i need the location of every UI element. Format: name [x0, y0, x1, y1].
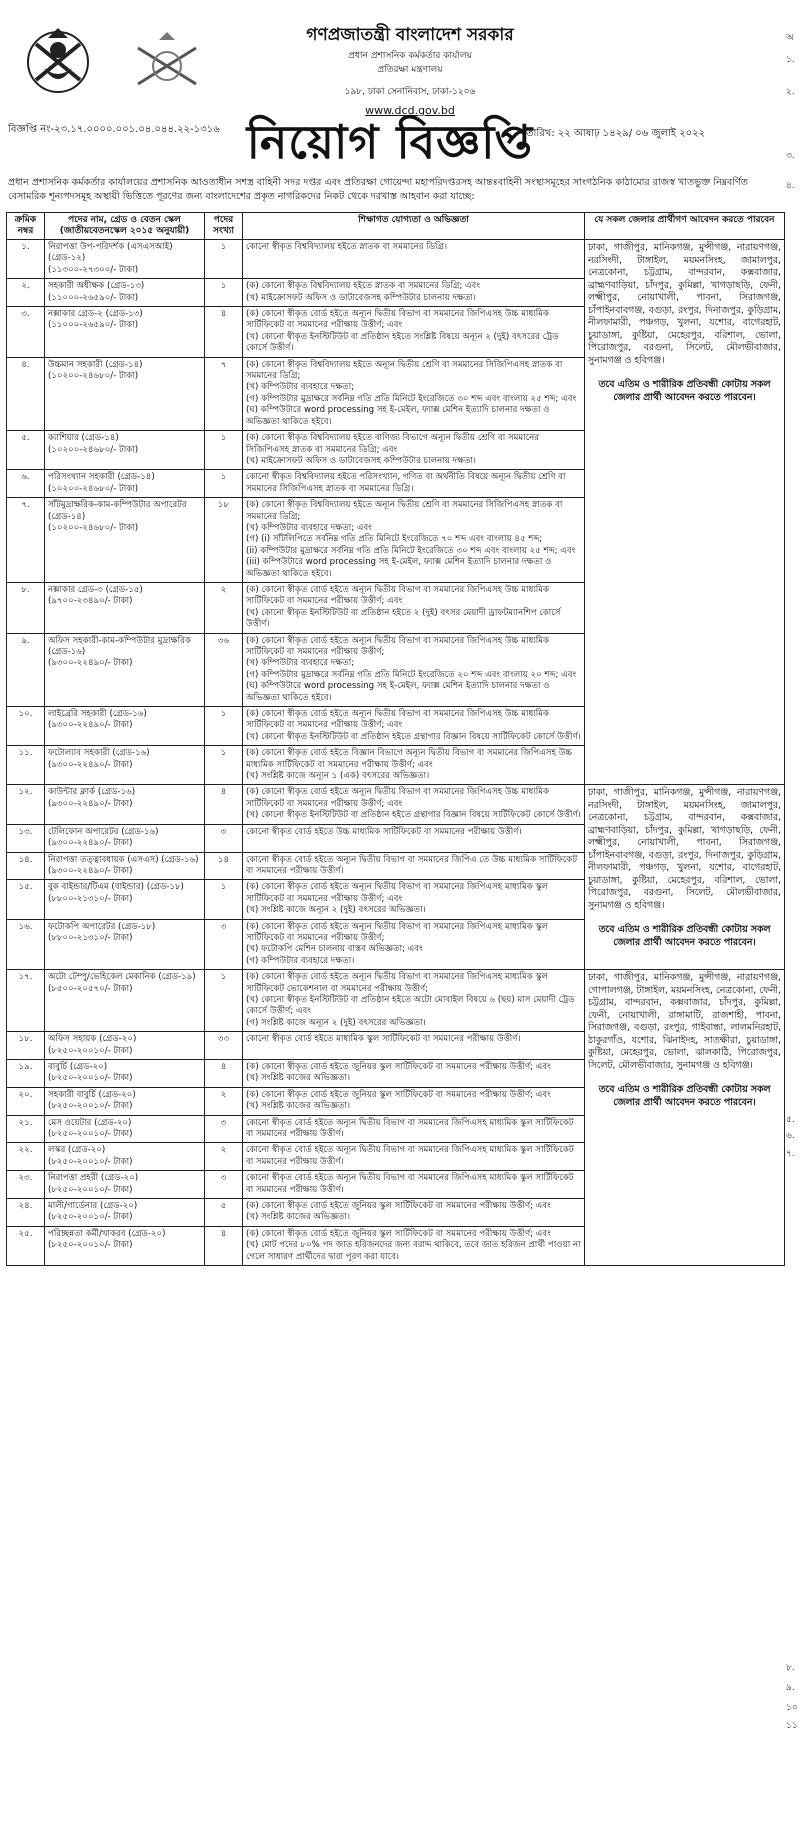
post-count: ৪ — [205, 1060, 243, 1088]
row-qualification — [243, 919, 585, 970]
crest-icon — [128, 30, 206, 100]
qualification-line: (খ) ফটোকপি মেশিন চালনায় বাস্তব অভিজ্ঞতা; এবং — [246, 944, 423, 955]
pay-scale: (৯৩০০-২২৪৯০/- টাকা) — [48, 658, 133, 669]
post-name: নিরাপত্তা উপ-পরিদর্শক (এসএসআই) (গ্রেড-১২) — [48, 242, 173, 264]
row-post — [45, 1087, 205, 1115]
row-qualification — [243, 707, 585, 746]
post-count: ১ — [205, 746, 243, 785]
row-serial: ২. — [7, 279, 45, 307]
right-margin-fragment — [786, 0, 800, 1827]
post-name: ফটোল্যাব সহকারী (গ্রেড-১৬) — [48, 748, 150, 759]
qualification-line: (ক) কোনো স্বীকৃত বোর্ড হইতে অন্যূন দ্বিতীয় বিভাগ বা সমমানের জিপিএসহ মাধ্যমিক স্কুল সার্টিফিকেট বা সমমানের পরীক্ষায় উত্তীর্ণ; — [246, 921, 549, 943]
post-count: ১ — [205, 970, 243, 1032]
row-post — [45, 746, 205, 785]
pay-scale: (৮২৫০-২০০১০/- টাকা) — [48, 1101, 133, 1112]
intro-paragraph: প্রধান প্রশাসনিক কর্মকর্তার কার্যালয়ের প্রশাসনিক আওতাধীন সশস্ত্র বাহিনী সদর দপ্তর এবং প্রতিরক্ষা গোয়েন্দা মহাপরিদপ্তরসহ আন্তঃবাহিনী সংস্থাসমূহের সাংগঠনিক কাঠামোর রাজস্ব খাতভুক্ত নিম্নবর্ণিত বেসামরিক শূন্যপদসমূহ অস্থায়ী ভিত্তিতে পূরণের জন্য বাংলাদেশের প্রকৃত নাগরিকদের নিকট থেকে দরখাস্ত আহবান করা যাচ্ছে: — [8, 177, 748, 202]
post-count: ২ — [205, 1143, 243, 1171]
qualification-line: (ক) কোনো স্বীকৃত বোর্ড হইতে অন্যূন দ্বিতীয় বিভাগ বা সমমানের জিপিএসহ মাধ্যমিক স্কুল সার্টিফিকেট ভোকেশনাল বা সমমানের পরীক্ষায় উত্তীর্ণ; — [246, 972, 549, 994]
notice-date: তারিখ: ২২ আষাঢ় ১৪২৯/ ০৬ জুলাই ২০২২ — [526, 128, 706, 139]
post-count: ২ — [205, 1087, 243, 1115]
qualification-line: (ক) কোনো স্বীকৃত বোর্ড হইতে অন্যূন দ্বিতীয় বিভাগ বা সমমানের জিপিএসহ উচ্চ মাধ্যমিক সার্টিফিকেট বা সমমানের পরীক্ষায় উত্তীর্ণ; এবং — [246, 584, 550, 607]
row-serial: ১৪. — [7, 852, 45, 880]
post-name: লাইব্রেরি সহকারী (গ্রেড-১৬) — [48, 709, 147, 720]
post-name: লস্কর (গ্রেড-২০) — [48, 1145, 106, 1156]
pay-scale: (৮২৫০-২০০১০/- টাকা) — [48, 1184, 133, 1195]
qualification-line: কোনো স্বীকৃত বোর্ড হইতে উচ্চ মাধ্যমিক সার্টিফিকেট বা সমমানের পরীক্ষায় উত্তীর্ণ। — [246, 826, 522, 837]
qualification-line: কোনো স্বীকৃত বোর্ড হইতে অন্যূন দ্বিতীয় বিভাগ বা সমমানের জিপিএসহ মাধ্যমিক স্কুল সার্টিফিকেট বা সমমানের পরীক্ষায় উত্তীর্ণ। — [246, 1145, 574, 1167]
row-post — [45, 919, 205, 970]
row-qualification — [243, 240, 585, 279]
post-name: বাবুর্চি (গ্রেড-২০) — [48, 1062, 108, 1072]
margin-mark: ১০ — [786, 1703, 798, 1713]
post-name: মেস ওয়েটার (গ্রেড-২০) — [48, 1117, 132, 1128]
row-post — [45, 279, 205, 307]
post-name: অফিস সহায়ক (গ্রেড-২০) — [48, 1034, 137, 1045]
row-qualification — [243, 824, 585, 852]
row-post — [45, 357, 205, 430]
post-name: অটো টেম্পু/ভেহিকেল মেকানিক (গ্রেড-১৯) (৮৫০০-২০৫৭০/- টাকা) — [48, 972, 196, 994]
row-post — [45, 1226, 205, 1265]
pay-scale: (৯৩০০-২২৪৯০/- টাকা) — [48, 865, 133, 876]
qualification-line: (iii) কম্পিউটারে word processing সহ ই-মেইল, ফ্যাক্স মেশিন ইত্যাদি চালনার দক্ষতা ও অভিজ্ঞতা থাকিতে হইবে। — [246, 557, 552, 579]
post-count: ৩ — [205, 1115, 243, 1143]
margin-mark: ১১ — [786, 1721, 798, 1731]
qualification-line: (ঘ) কম্পিউটারে word processing সহ ই-মেইল, ফ্যাক্স মেশিন ইত্যাদি চালনার দক্ষতা ও অভিজ্ঞতা থাকিতে হইবে। — [246, 405, 550, 427]
row-serial: ৫. — [7, 431, 45, 470]
row-serial: ১. — [7, 240, 45, 279]
row-post — [45, 498, 205, 583]
qualification-line: (ক) কোনো স্বীকৃত বিশ্ববিদ্যালয় হইতে স্নাতক বা সমমানের ডিগ্রি; এবং — [246, 281, 481, 292]
post-name: টেলিফোন অপারেটর (গ্রেড-১৬) — [48, 826, 159, 837]
qualification-line: (গ) (i) সাঁটলিপিতে সর্বনিম্ন গতি প্রতি মিনিটে ইংরেজিতে ৭০ শব্দ এবং বাংলায় ৪৫ শব্দ; — [246, 534, 543, 545]
qualification-line: (খ) কোনো স্বীকৃত ইনস্টিটিউট বা প্রতিষ্ঠান হইতে সংশ্লিষ্ট বিষয়ে অন্যূন ২ (দুই) বৎসরের ট্রেড কোর্সে উত্তীর্ণ। — [246, 331, 559, 354]
qualification-line: (গ) কম্পিউটার মুদ্রাক্ষরে সর্বনিম্ন গতি প্রতি মিনিটে ইংরেজিতে ৩০ শব্দ এবং বাংলায় ২৫ শব্দ; এবং — [246, 393, 577, 404]
margin-mark: ৪. — [786, 181, 795, 191]
row-qualification — [243, 1060, 585, 1088]
qualification-line: (গ) সংশ্লিষ্ট কাজে অন্যূন ২ (দুই) বৎসরের অভিজ্ঞতা। — [246, 1017, 426, 1028]
district-names: ঢাকা, গাজীপুর, মানিকগঞ্জ, মুন্সীগঞ্জ, নারায়ণগঞ্জ, নরসিংদী, টাঙ্গাইল, ময়মনসিংহ, জামালপুর, নেত্রকোনা, চট্টগ্রাম, বান্দরবান, কক্সবাজার, ব্রাহ্মণবাড়িয়া, চাঁদপুর, কুমিল্লা, খাগড়াছড়ি, ফেনী, লক্ষ্মীপুর, নোয়াখালী, পাবনা, সিরাজগঞ্জ, চাঁপাইনবাবগঞ্জ, বগুড়া, রংপুর, দিনাজপুর, কুড়িগ্রাম, নীলফামারী, পঞ্চগড়, খুলনা, যশোর, বাগেরহাট, চুয়াডাঙ্গা, কুষ্টিয়া, মেহেরপুর, বরিশাল, ভোলা, পিরোজপুর, বরগুনা, সিলেট, মৌলভীবাজার, সুনামগঞ্জ ও হবিগঞ্জ। — [588, 787, 781, 911]
row-post — [45, 852, 205, 880]
post-name: নক্সাকার গ্রেড-২ (গ্রেড-১৩) — [48, 309, 143, 320]
row-qualification — [243, 1087, 585, 1115]
post-count: ৫ — [205, 1199, 243, 1227]
row-post — [45, 307, 205, 358]
qualification-line: (খ) কোনো স্বীকৃত ইনস্টিটিউট বা প্রতিষ্ঠান হইতে অটো মোবাইল বিষয়ে ৬ (ছয়) মাস মেয়াদী ট্রেড কোর্সে উত্তীর্ণ; এবং — [246, 994, 575, 1017]
margin-mark: ৬. — [786, 1131, 795, 1141]
qualification-line: কোনো স্বীকৃত বোর্ড হইতে অন্যূন দ্বিতীয় বিভাগ বা সমমানের জিপিএসহ মাধ্যমিক স্কুল সার্টিফিকেট বা সমমানের পরীক্ষায় উত্তীর্ণ। — [246, 1117, 574, 1140]
row-serial: ১৯. — [7, 1060, 45, 1088]
district-list — [585, 785, 785, 970]
header-post: পদের নাম, গ্রেড ও বেতন স্কেল (জাতীয়বেতনস্কেল ২০১৫ অনুযায়ী) — [45, 213, 205, 240]
qualification-line: কোনো স্বীকৃত বোর্ড হইতে মাধ্যমিক স্কুল সার্টিফিকেট বা সমমানের পরীক্ষায় উত্তীর্ণ। — [246, 1034, 521, 1045]
qualification-line: (খ) সংশ্লিষ্ট কাজের অভিজ্ঞতা। — [246, 1101, 351, 1112]
post-name: ক্যাশিয়ার (গ্রেড-১৪) — [48, 433, 119, 444]
post-count: ৭ — [205, 357, 243, 430]
qualification-line: (খ) মোট পদের ৮০% পদ জাত হরিজনদের জন্য বরাদ্দ থাকিবে, তবে জাত হরিজন প্রার্থী পাওয়া না গেলে সাধারণ প্রার্থীদের দ্বারা পূরণ করা যাবে। — [246, 1240, 581, 1262]
qualification-line: কোনো স্বীকৃত বিশ্ববিদ্যালয় হইতে স্নাতক বা সমমানের ডিগ্রি। — [246, 242, 448, 252]
row-qualification — [243, 970, 585, 1032]
post-name: মালী/গার্ডেনার (গ্রেড-২০) — [48, 1201, 138, 1212]
post-name: সহকারী অধীক্ষক (গ্রেড-১৩) — [48, 281, 145, 292]
district-list — [585, 970, 785, 1266]
qualification-line: (ক) কোনো স্বীকৃত বোর্ড হইতে জুনিয়র স্কুল সার্টিফিকেট বা সমমানের পরীক্ষায় উত্তীর্ণ; এবং — [246, 1089, 551, 1100]
qualification-line: (খ) মাইক্রোসফট অফিস ও ডাটাবেজসহ কম্পিউটার চালনায় দক্ষতা। — [246, 292, 476, 303]
qualification-line: (গ) কম্পিউটার ব্যবহারে দক্ষতা। — [246, 955, 355, 966]
row-post — [45, 582, 205, 633]
post-count: ১ — [205, 431, 243, 470]
district-names: ঢাকা, গাজীপুর, মানিকগঞ্জ, মুন্সীগঞ্জ, নারায়ণগঞ্জ, গোপালগঞ্জ, টাঙ্গাইল, ময়মনসিংহ, নেত্রকোনা, ফেনী, চট্টগ্রাম, বান্দরবান, কক্সবাজার, চাঁদপুর, কুমিল্লা, ফেনী, নোয়াখালী, রাঙ্গামাটি, রাজশাহী, পাবনা, সিরাজগঞ্জ, বগুড়া, রংপুর, গাইবান্ধা, লালমনিরহাট, ঠাকুরগাঁও, যশোর, ঝিনাইদহ, সাতক্ষীরা, চুয়াডাঙ্গা, কুষ্টিয়া, মেহেরপুর, ভোলা, ঝালকাঠি, পিরোজপুর, সিলেট, মৌলভীবাজার, সুনামগঞ্জ ও হবিগঞ্জ। — [588, 972, 781, 1071]
post-name: অফিস সহকারী-কাম-কম্পিউটার মুদ্রাক্ষরিক (গ্রেড-১৬) — [48, 635, 191, 657]
post-count: ৩ — [205, 824, 243, 852]
row-serial: ২৩. — [7, 1171, 45, 1199]
row-serial: ২০. — [7, 1087, 45, 1115]
qualification-line: (ক) কোনো স্বীকৃত বিশ্ববিদ্যালয় হইতে অন্যূন দ্বিতীয় শ্রেণি বা সমমানের সিজিপিএসহ স্নাতক বা সমমানের ডিগ্রি; — [246, 359, 563, 382]
row-qualification — [243, 746, 585, 785]
row-qualification — [243, 307, 585, 358]
qualification-line: (ক) কোনো স্বীকৃত বোর্ড হইতে জুনিয়র স্কুল সার্টিফিকেট বা সমমানের পরীক্ষায় উত্তীর্ণ; এবং — [246, 1062, 551, 1072]
pay-scale: (৯৭০০-২৩৪৯০/- টাকা) — [48, 596, 133, 607]
qualification-line: (খ) সংশ্লিষ্ট কাজের অভিজ্ঞতা। — [246, 1212, 351, 1223]
post-name: বুক বাইন্ডার/টিএম (বাইন্ডার) (গ্রেড-১৮) — [48, 882, 184, 893]
qualification-line: (খ) মাইক্রোসফট অফিস ও ডাটাবেজসহ কম্পিউটার চালনায় দক্ষতা। — [246, 455, 476, 466]
row-post — [45, 1060, 205, 1088]
post-count: ১৪ — [205, 852, 243, 880]
qualification-line: (ক) কোনো স্বীকৃত বিশ্ববিদ্যালয় হইতে অন্যূন দ্বিতীয় শ্রেণি বা সমমানের সিজিপিএসহ স্নাতক বা সমমানের ডিগ্রি; — [246, 500, 563, 522]
post-name: পরিসংখ্যান সহকারী (গ্রেড-১৪) — [48, 472, 155, 483]
row-qualification — [243, 1115, 585, 1143]
margin-mark: ২. — [786, 87, 795, 97]
pay-scale: (৯৩০০-২২৪৯০/- টাকা) — [48, 720, 133, 731]
qualification-line: (ক) কোনো স্বীকৃত বোর্ড হইতে জুনিয়র স্কুল সার্টিফিকেট বা সমমানের পরীক্ষায় উত্তীর্ণ; এবং — [246, 1228, 551, 1239]
post-count: ১ — [205, 240, 243, 279]
qualification-line: কোনো স্বীকৃত বোর্ড হইতে অন্যূন দ্বিতীয় বিভাগ বা সমমানের জিপিএসহ মাধ্যমিক স্কুল সার্টিফিকেট বা সমমানের পরীক্ষায় উত্তীর্ণ। — [246, 1173, 574, 1195]
post-name: নিরাপত্তা তত্ত্বাবধায়ক (এসএস) (গ্রেড-১৬) — [48, 854, 199, 865]
row-qualification — [243, 1143, 585, 1171]
post-count: ১ — [205, 880, 243, 919]
district-list — [585, 240, 785, 785]
office-address: ১৯৮, ঢাকা সেনানিবাস, ঢাকা-১২০৬ — [344, 87, 476, 97]
qualification-line: (গ) কম্পিউটার মুদ্রাক্ষরে সর্বনিম্ন গতি প্রতি মিনিটে ইংরেজিতে ২০ শব্দ এবং বাংলায় ২০ শব্দ; এবং — [246, 669, 577, 680]
row-qualification — [243, 279, 585, 307]
row-qualification — [243, 431, 585, 470]
header-count: পদের সংখ্যা — [205, 213, 243, 240]
pay-scale: (১১০০০-২৬৫৯০/- টাকা) — [48, 292, 139, 303]
table-row — [7, 785, 785, 824]
pay-scale: (৮২৫০-২০০১০/- টাকা) — [48, 1073, 133, 1084]
table-row — [7, 970, 785, 1032]
qualification-line: (ক) কোনো স্বীকৃত বোর্ড হইতে অন্যূন দ্বিতীয় বিভাগ বা সমমানের জিপিএসহ মাধ্যমিক স্কুল সার্টিফিকেট বা সমমানের পরীক্ষায় উত্তীর্ণ; এবং — [246, 882, 549, 904]
row-post — [45, 470, 205, 498]
post-count: ৩ — [205, 1171, 243, 1199]
post-count: ৩৬ — [205, 633, 243, 706]
vacancy-table — [6, 212, 785, 1266]
margin-mark: অ — [786, 33, 794, 43]
pay-scale: (৮২৫০-২০০১০/- টাকা) — [48, 1240, 133, 1251]
row-qualification — [243, 498, 585, 583]
post-count: ১ — [205, 707, 243, 746]
row-qualification — [243, 1226, 585, 1265]
qualification-line: (ক) কোনো স্বীকৃত বোর্ড হইতে অন্যূন দ্বিতীয় বিভাগ বা সমমানের জিপিএসহ উচ্চ মাধ্যমিক সার্টিফিকেট বা সমমানের পরীক্ষায় উত্তীর্ণ; এবং — [246, 787, 550, 809]
row-serial: ৭. — [7, 498, 45, 583]
row-qualification — [243, 852, 585, 880]
row-post — [45, 1032, 205, 1060]
row-qualification — [243, 1032, 585, 1060]
margin-mark: ৮. — [786, 1663, 795, 1673]
post-count: ৩ — [205, 919, 243, 970]
qualification-line: (খ) কোনো স্বীকৃত ইনস্টিটিউট বা প্রতিষ্ঠান হইতে গ্রন্থাগার বিজ্ঞান বিষয়ে সার্টিফিকেট কোর্সে উত্তীর্ণ। — [246, 810, 581, 821]
row-post — [45, 1199, 205, 1227]
pay-scale: (৮২৫০-২০০১০/- টাকা) — [48, 1129, 133, 1140]
post-name: পরিচ্ছন্নতা কর্মী/খাকরব (গ্রেড-২০) — [48, 1228, 166, 1239]
qualification-line: (খ) কোনো স্বীকৃত ইনস্টিটিউট বা প্রতিষ্ঠান হইতে গ্রন্থাগার বিজ্ঞান বিষয়ে সার্টিফিকেট কোর্সে উত্তীর্ণ। — [246, 731, 581, 742]
ministry-name: প্রতিরক্ষা মন্ত্রণালয় — [377, 65, 443, 75]
row-serial: ১১. — [7, 746, 45, 785]
post-count: ১ — [205, 470, 243, 498]
row-serial: ৪. — [7, 357, 45, 430]
pay-scale: (১০২০০-২৪৬৮০/- টাকা) — [48, 522, 139, 533]
margin-mark: ৯. — [786, 1683, 795, 1693]
pay-scale: (৯৩০০-২২৪৯০/- টাকা) — [48, 759, 133, 770]
row-qualification — [243, 633, 585, 706]
post-name: উচ্চমান সহকারী (গ্রেড-১৪) — [48, 359, 143, 370]
website-link[interactable]: www.dcd.gov.bd — [365, 104, 455, 117]
qualification-line: (খ) সংশ্লিষ্ট কাজে অন্যূন ১ (এক) বৎসরের অভিজ্ঞতা। — [246, 771, 430, 782]
row-post — [45, 707, 205, 746]
row-post — [45, 240, 205, 279]
margin-mark: ১. — [786, 55, 795, 65]
row-serial: ৬. — [7, 470, 45, 498]
post-name: কাউন্টার ক্লার্ক (গ্রেড-১৬) — [48, 787, 136, 798]
row-post — [45, 633, 205, 706]
row-qualification — [243, 357, 585, 430]
pay-scale: (৮২৫০-২০০১০/- টাকা) — [48, 1156, 133, 1167]
pay-scale: (৮২৫০-২০০১০/- টাকা) — [48, 1045, 133, 1056]
qualification-line: (ক) কোনো স্বীকৃত বোর্ড হইতে জুনিয়র স্কুল সার্টিফিকেট বা সমমানের পরীক্ষায় উত্তীর্ণ; এবং — [246, 1201, 551, 1212]
post-count: ৪ — [205, 785, 243, 824]
header-serial: ক্রমিক নম্বর — [7, 213, 45, 240]
row-qualification — [243, 1199, 585, 1227]
row-serial: ১৫. — [7, 880, 45, 919]
pay-scale: (১০২০০-২৪৬৮০/- টাকা) — [48, 444, 139, 455]
pay-scale: (৯৩০০-২২৪৯০/- টাকা) — [48, 798, 133, 809]
table-header-row — [7, 213, 785, 240]
header-districts: যে সকল জেলার প্রার্থীগণ আবেদন করতে পারবেন — [585, 213, 785, 240]
pay-scale: (৮২৫০-২০০১০/- টাকা) — [48, 1212, 133, 1223]
qualification-line: (খ) সংশ্লিষ্ট কাজের অভিজ্ঞতা। — [246, 1073, 351, 1084]
pay-scale: (৮৮০০-২১৩১০/- টাকা) — [48, 932, 133, 943]
post-count: ১৮ — [205, 498, 243, 583]
post-name: নক্সাকার গ্রেড-৩ (গ্রেড-১৫) — [48, 584, 143, 595]
row-qualification — [243, 1171, 585, 1199]
pay-scale: (১১০০০-২৬৫৯০/- টাকা) — [48, 320, 139, 331]
armed-forces-emblem-icon — [18, 24, 98, 100]
row-serial: ৯. — [7, 633, 45, 706]
row-serial: ১০. — [7, 707, 45, 746]
qualification-line: (ক) কোনো স্বীকৃত বোর্ড হইতে অন্যূন দ্বিতীয় বিভাগ বা সমমানের জিপিএসহ উচ্চ মাধ্যমিক সার্টিফিকেট বা সমমানের পরীক্ষায় উত্তীর্ণ; — [246, 635, 550, 657]
qualification-line: কোনো স্বীকৃত বিশ্ববিদ্যালয় হইতে পরিসংখ্যান, গণিত বা অর্থনীতি বিষয়ে অন্যূন দ্বিতীয় শ্রেণি বা সমমানের সিজিপিএসহ স্নাতক বা সমমানের ডিগ্রি। — [246, 472, 566, 494]
row-post — [45, 824, 205, 852]
quota-note: তবে এতিম ও শারীরিক প্রতিবন্ধী কোটায় সকল জেলার প্রার্থী আবেদন করতে পারবেন। — [598, 1084, 771, 1108]
qualification-line: (ঘ) কম্পিউটারে word processing সহ ই-মেইল, ফ্যাক্স মেশিন ইত্যাদি চালনার দক্ষতা ও অভিজ্ঞতা থাকিতে হইবে। — [246, 681, 550, 703]
row-qualification — [243, 470, 585, 498]
post-name: সহকারী বাবুর্চি (গ্রেড-২০) — [48, 1089, 136, 1100]
row-post — [45, 880, 205, 919]
qualification-line: (খ) সংশ্লিষ্ট কাজে অন্যূন ২ (দুই) বৎসরের অভিজ্ঞতা। — [246, 905, 426, 916]
pay-scale: (৯৩০০-২২৪৯০/- টাকা) — [48, 838, 133, 849]
post-count: ১ — [205, 279, 243, 307]
pay-scale: (১১৩০০-২৭৩০০/- টাকা) — [48, 264, 139, 275]
table-row — [7, 240, 785, 279]
post-count: ৩৩ — [205, 1032, 243, 1060]
margin-mark: ৩. — [786, 151, 795, 161]
qualification-line: (খ) কোনো স্বীকৃত ইনস্টিটিউট বা প্রতিষ্ঠান হইতে ২ (দুই) বৎসর মেয়াদী ড্রাফটম্যানশিপ কোর্সে উত্তীর্ণ। — [246, 607, 561, 630]
qualification-line: (ক) কোনো স্বীকৃত বিশ্ববিদ্যালয় হইতে বাণিজ্য বিভাগে অন্যূন দ্বিতীয় শ্রেণি বা সমমানের সিজিপিএসহ স্নাতক বা সমমানের ডিগ্রি; এবং — [246, 433, 539, 455]
row-qualification — [243, 785, 585, 824]
pay-scale: (৮৮০০-২১৩১০/- টাকা) — [48, 893, 133, 904]
row-post — [45, 1171, 205, 1199]
row-post — [45, 1143, 205, 1171]
post-count: ২ — [205, 582, 243, 633]
row-serial: ৩. — [7, 307, 45, 358]
government-title: গণপ্রজাতন্ত্রী বাংলাদেশ সরকার — [306, 25, 514, 45]
qualification-line: (ক) কোনো স্বীকৃত বোর্ড হইতে অন্যূন দ্বিতীয় বিভাগ বা সমমানের জিপিএসহ উচ্চ মাধ্যমিক সার্টিফিকেট বা সমমানের পরীক্ষায় উত্তীর্ণ; এবং — [246, 309, 550, 331]
row-qualification — [243, 582, 585, 633]
quota-note: তবে এতিম ও শারীরিক প্রতিবন্ধী কোটায় সকল জেলার প্রার্থী আবেদন করতে পারবেন। — [598, 924, 771, 948]
row-serial: ২৪. — [7, 1199, 45, 1227]
memo-number: বিজ্ঞপ্তি নং-২৩.১৭.০০০০.০০১.০৪.০৪৪.২২-১৩১৬ — [8, 124, 220, 135]
quota-note: তবে এতিম ও শারীরিক প্রতিবন্ধী কোটায় সকল জেলার প্রার্থী আবেদন করতে পারবেন। — [598, 379, 771, 403]
row-post — [45, 1115, 205, 1143]
qualification-line: (খ) কম্পিউটার ব্যবহারে দক্ষতা; — [246, 658, 355, 669]
post-name: ফটোকপি অপারেটর (গ্রেড-১৮) — [48, 921, 156, 932]
post-count: ৪ — [205, 307, 243, 358]
pay-scale: (১০২০০-২৪৬৮০/- টাকা) — [48, 371, 139, 382]
row-post — [45, 431, 205, 470]
pay-scale: (১০২০০-২৪৬৮০/- টাকা) — [48, 483, 139, 494]
row-serial: ১২. — [7, 785, 45, 824]
office-name: প্রধান প্রশাসনিক কর্মকর্তার কার্যালয় — [348, 51, 472, 61]
row-qualification — [243, 880, 585, 919]
qualification-line: (ক) কোনো স্বীকৃত বোর্ড হইতে বিজ্ঞান বিভাগে অন্যূন দ্বিতীয় বিভাগ বা সমমানের জিপিএসহ উচ্চ মাধ্যমিক সার্টিফিকেট বা সমমানের পরীক্ষায় উত্তীর্ণ; এবং — [246, 748, 573, 770]
qualification-line: (খ) কম্পিউটার ব্যবহারে দক্ষতা; — [246, 382, 355, 393]
margin-mark: ৫. — [786, 1115, 795, 1125]
row-serial: ২১. — [7, 1115, 45, 1143]
post-count: ৪ — [205, 1226, 243, 1265]
qualification-line: (খ) কম্পিউটার ব্যবহারে দক্ষতা; এবং — [246, 522, 372, 533]
row-serial: ২২. — [7, 1143, 45, 1171]
qualification-line: (ii) কম্পিউটার মুদ্রাক্ষরে সর্বনিম্ন গতি প্রতি মিনিটে ইংরেজিতে ৩০ শব্দ এবং বাংলায় ২৫ শব্দ; এবং — [246, 545, 576, 556]
row-serial: ১৮. — [7, 1032, 45, 1060]
row-serial: ৮. — [7, 582, 45, 633]
qualification-line: কোনো স্বীকৃত বোর্ড হইতে অন্যূন দ্বিতীয় বিভাগ বা সমমানের জিপিএ তে উচ্চ মাধ্যমিক সার্টিফিকেট বা সমমানের পরীক্ষায় উত্তীর্ণ। — [246, 854, 578, 876]
row-post — [45, 785, 205, 824]
row-serial: ১৩. — [7, 824, 45, 852]
page-title: নিয়োগ বিজ্ঞপ্তি — [246, 115, 534, 169]
row-serial: ১৭. — [7, 970, 45, 1032]
qualification-line: (ক) কোনো স্বীকৃত বোর্ড হইতে অন্যূন দ্বিতীয় বিভাগ বা সমমানের জিপিএসহ উচ্চ মাধ্যমিক সার্টিফিকেট বা সমমানের পরীক্ষায় উত্তীর্ণ; এবং — [246, 709, 550, 731]
row-serial: ১৬. — [7, 919, 45, 970]
margin-mark: ৭. — [786, 1149, 795, 1159]
row-serial: ২৫. — [7, 1226, 45, 1265]
post-name: নিরাপত্তা প্রহরী (গ্রেড-২০) — [48, 1173, 139, 1184]
post-name: সাঁটমুদ্রাক্ষরিক-কাম-কম্পিউটার অপারেটর (গ্রেড-১৪) — [48, 500, 187, 522]
district-names: ঢাকা, গাজীপুর, মানিকগঞ্জ, মুন্সীগঞ্জ, নারায়ণগঞ্জ, নরসিংদী, টাঙ্গাইল, ময়মনসিংহ, জামালপুর, নেত্রকোনা, চট্টগ্রাম, বান্দরবান, কক্সবাজার, ব্রাহ্মণবাড়িয়া, চাঁদপুর, কুমিল্লা, খাগড়াছড়ি, ফেনী, লক্ষ্মীপুর, নোয়াখালী, পাবনা, সিরাজগঞ্জ, চাঁপাইনবাবগঞ্জ, বগুড়া, রংপুর, দিনাজপুর, কুড়িগ্রাম, নীলফামারী, পঞ্চগড়, খুলনা, যশোর, বাগেরহাট, চুয়াডাঙ্গা, কুষ্টিয়া, মেহেরপুর, বরিশাল, ভোলা, পিরোজপুর, বরগুনা, সিলেট, মৌলভীবাজার, সুনামগঞ্জ ও হবিগঞ্জ। — [588, 242, 781, 366]
row-post — [45, 970, 205, 1032]
header-qualification: শিক্ষাগত যোগ্যতা ও অভিজ্ঞতা — [243, 213, 585, 240]
